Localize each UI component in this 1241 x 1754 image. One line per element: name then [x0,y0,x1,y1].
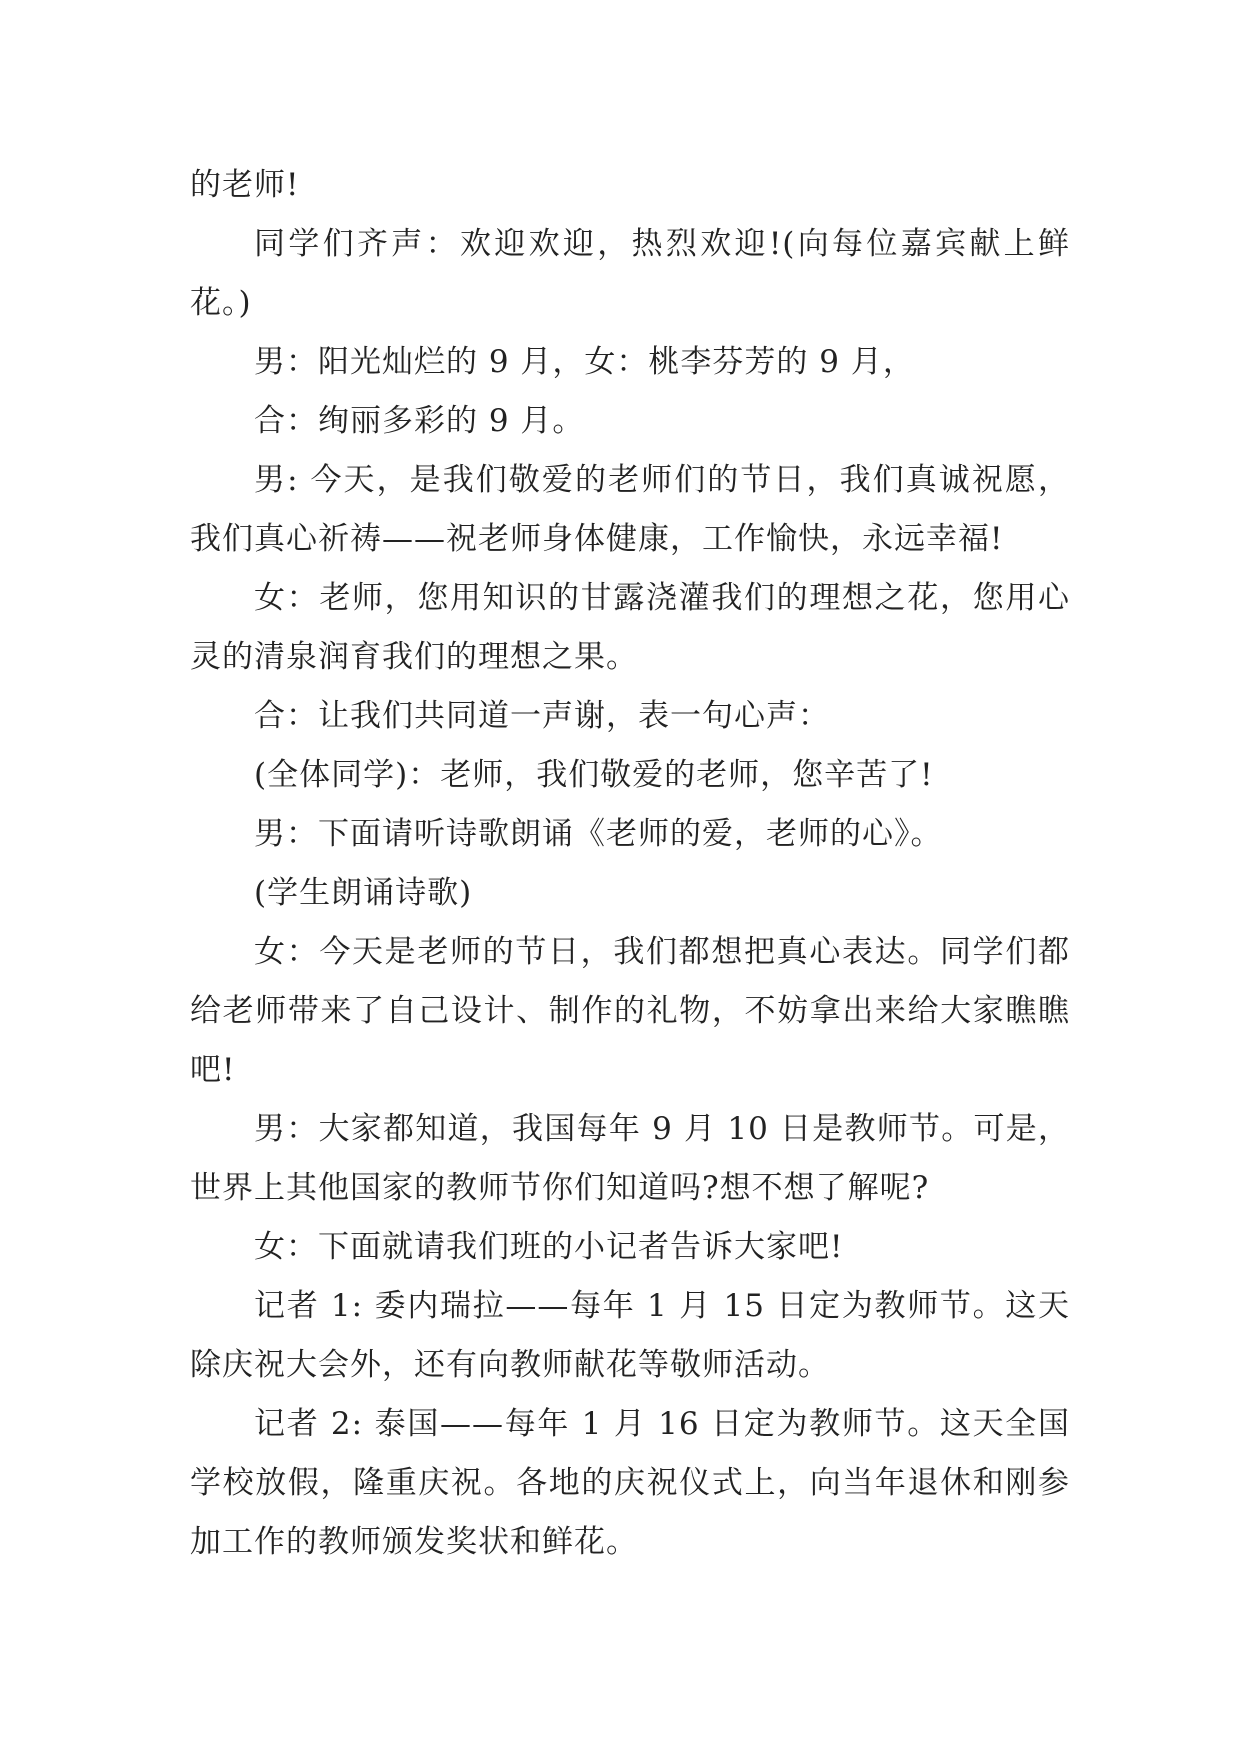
paragraph-5: 男: 今天，是我们敬爱的老师们的节日，我们真诚祝愿，我们真心祈祷——祝老师身体健康，工作愉快，永远幸福! [190,462,1070,557]
paragraph-11: 女：今天是老师的节日，我们都想把真心表达。同学们都给老师带来了自己设计、制作的礼物，不妨拿出来给大家瞧瞧吧! [190,934,1070,1088]
paragraph-15: 记者 2: 泰国——每年 1 月 16 日定为教师节。这天全国学校放假，隆重庆祝。各地的庆祝仪式上，向当年退休和刚参加工作的教师颁发奖状和鲜花。 [190,1406,1070,1560]
paragraph-2: 同学们齐声：欢迎欢迎，热烈欢迎!(向每位嘉宾献上鲜花。) [190,226,1070,321]
paragraph-12: 男：大家都知道，我国每年 9 月 10 日是教师节。可是，世界上其他国家的教师节你们知道吗?想不想了解呢? [190,1111,1070,1206]
paragraph-4: 合：绚丽多彩的 9 月。 [254,403,585,439]
paragraph-14: 记者 1: 委内瑞拉——每年 1 月 15 日定为教师节。这天除庆祝大会外，还有向教师献花等敬师活动。 [190,1288,1070,1383]
paragraph-9: 男：下面请听诗歌朗诵《老师的爱，老师的心》。 [254,816,943,852]
document-body [190,156,1070,1572]
paragraph-3: 男：阳光灿烂的 9 月，女：桃李芬芳的 9 月， [254,344,915,380]
paragraph-7: 合：让我们共同道一声谢，表一句心声： [254,698,830,734]
paragraph-6: 女：老师，您用知识的甘露浇灌我们的理想之花，您用心灵的清泉润育我们的理想之果。 [190,580,1070,675]
paragraph-1: 的老师! [190,167,300,203]
paragraph-10: (学生朗诵诗歌) [254,875,473,911]
paragraph-13: 女：下面就请我们班的小记者告诉大家吧! [254,1229,844,1265]
paragraph-8: (全体同学)：老师，我们敬爱的老师，您辛苦了! [254,757,934,793]
